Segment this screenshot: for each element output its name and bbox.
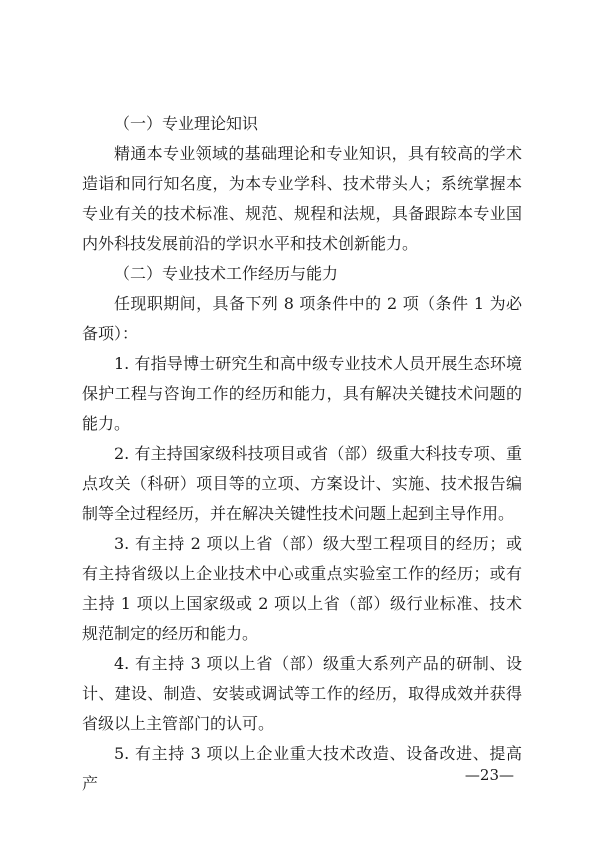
section-heading-experience: （二）专业技术工作经历与能力 [114,264,339,283]
condition-item-5: 5. 有主持 3 项以上企业重大技术改造、设备改进、提高产 [82,744,522,793]
theory-paragraph: 精通本专业领域的基础理论和专业知识，具有较高的学术造诣和同行知名度，为本专业学科、技术带头人；系统掌握本专业有关的技术标准、规范、规程和法规，具备跟踪本专业国内外科技发展前沿的学识水平和技术创新能力。 [82,144,522,253]
section-heading-theory: （一）专业理论知识 [114,114,259,133]
page-content [82,109,522,799]
experience-intro-paragraph: 任现职期间，具备下列 8 项条件中的 2 项（条件 1 为必备项）： [82,294,522,343]
condition-item-1: 1. 有指导博士研究生和高中级专业技术人员开展生态环境保护工程与咨询工作的经历和能力，具有解决关键技术问题的能力。 [82,354,522,433]
condition-item-4: 4. 有主持 3 项以上省（部）级重大系列产品的研制、设计、建设、制造、安装或调试等工作的经历，取得成效并获得省级以上主管部门的认可。 [82,654,522,733]
condition-item-3: 3. 有主持 2 项以上省（部）级大型工程项目的经历；或有主持省级以上企业技术中心或重点实验室工作的经历；或有主持 1 项以上国家级或 2 项以上省（部）级行业标准、技术规范制定的经历和能力。 [82,534,522,643]
condition-item-2: 2. 有主持国家级科技项目或省（部）级重大科技专项、重点攻关（科研）项目等的立项、方案设计、实施、技术报告编制等全过程经历，并在解决关键性技术问题上起到主导作用。 [82,444,522,523]
page-number: —23— [464,766,514,784]
